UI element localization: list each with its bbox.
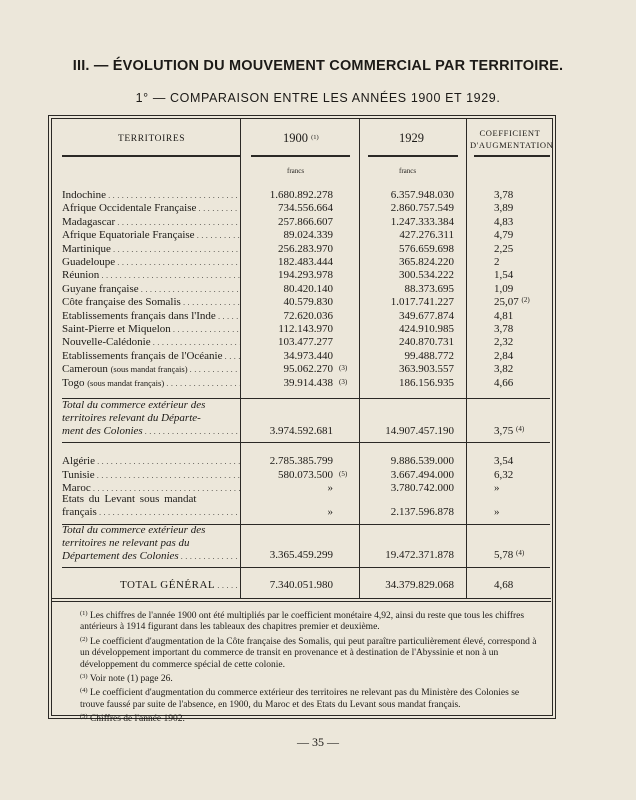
table-row: [62, 336, 550, 348]
header-1900-note: (1): [311, 134, 319, 141]
total-other-line: territoires ne relevant pas du: [62, 537, 190, 549]
territory-cell: [62, 363, 240, 375]
value-1929: 427.276.311: [399, 229, 454, 242]
coef-cell: [494, 323, 534, 335]
coefficient: 3,78: [494, 323, 514, 335]
total-other-coef: 5,78: [494, 549, 514, 561]
value-1900-cell: [253, 455, 333, 467]
coef-cell: [494, 350, 534, 362]
header-rule: [368, 155, 458, 157]
coefficient: 3,78: [494, 189, 514, 201]
levant-row: [62, 493, 550, 505]
value-1929: 240.870.731: [399, 336, 454, 349]
value-1900: 103.477.277: [278, 336, 333, 349]
territory-cell: [62, 202, 240, 214]
total-colonies-1929: 14.907.457.190: [385, 425, 454, 437]
territory-name: Cameroun: [62, 363, 108, 376]
value-1929: 9.886.539.000: [390, 455, 454, 467]
coef-cell: [494, 269, 534, 281]
territory-name: Côte française des Somalis: [62, 296, 181, 309]
territory-name: Etablissements français dans l'Inde: [62, 309, 216, 322]
header-rule: [62, 155, 240, 157]
value-1900: 72.620.036: [283, 309, 333, 322]
territory-cell: [62, 216, 240, 228]
total-colonies-line: ment des Colonies . . .: [62, 425, 240, 437]
territory-name: Madagascar: [62, 215, 116, 228]
territory-cell: [62, 229, 240, 241]
levant-label-line1: Etats du Levant sous mandat: [62, 493, 197, 505]
value-1900: 257.866.607: [278, 215, 333, 228]
value-1900-note: (3): [339, 364, 348, 373]
coef-cell: [494, 310, 534, 322]
value-1900-cell: [253, 323, 333, 335]
value-1929: 99.488.772: [404, 349, 454, 362]
value-1900-cell: [253, 189, 333, 201]
coefficient: 1,09: [494, 282, 514, 295]
value-1900: 34.973.440: [283, 349, 333, 362]
coefficient: 3,82: [494, 363, 514, 376]
territory-cell: [62, 350, 240, 362]
value-1929: 363.903.557: [399, 363, 454, 376]
footnote-5: [80, 711, 540, 725]
coef-cell: [494, 229, 534, 241]
unit-francs-1929: francs: [399, 167, 417, 175]
value-1929: 349.677.874: [399, 309, 454, 322]
footnote-mark: (2): [80, 635, 88, 643]
coef-cell: [494, 377, 534, 389]
value-1900-cell: [253, 269, 333, 281]
coefficient: 4,66: [494, 376, 514, 389]
value-1929: 300.534.222: [399, 269, 454, 282]
territory-cell: [62, 243, 240, 255]
territory-name: Nouvelle-Calédonie: [62, 336, 151, 349]
value-1929: 1.017.741.227: [390, 296, 454, 309]
coefficient: 3,54: [494, 455, 514, 467]
territory-name: Etablissements français de l'Océanie: [62, 349, 223, 362]
territory-cell: [62, 256, 240, 268]
footnote-text: Chiffres de l'année 1902.: [89, 714, 185, 725]
unit-francs-1900: francs: [287, 167, 305, 175]
value-1929: 3.667.494.000: [390, 468, 454, 481]
value-1900: 734.556.664: [278, 202, 333, 215]
value-1929: 365.824.220: [399, 256, 454, 268]
value-1900-cell: [253, 296, 333, 308]
total-colonies-coef-cell: [494, 425, 534, 438]
territory-name-suffix: (sous mandat français): [87, 377, 165, 388]
table-row: [62, 216, 550, 228]
table-row: [62, 323, 550, 335]
value-1900: 80.420.140: [283, 282, 333, 295]
footnote-mark: (3): [80, 673, 88, 681]
value-1900: 95.062.270: [283, 363, 333, 376]
table-row: [62, 310, 550, 322]
footnote-text: Les chiffres de l'année 1900 ont été multipliés par le coefficient monétaire 4,92, ainsi du reste que tous les chiffres antérieurs à 1914 figurant dans les tableaux des chapitres premier et deuxième.: [80, 611, 525, 633]
table-row: [62, 256, 550, 268]
value-1900-cell: [253, 350, 333, 362]
value-1900-cell: [253, 216, 333, 228]
levant-label-line2: français . . .: [62, 506, 240, 518]
value-1900-cell: [253, 468, 348, 481]
territory-name: Tunisie: [62, 468, 95, 481]
territory-cell: [62, 455, 240, 467]
value-1900-note: (5): [339, 469, 348, 478]
territory-name: Saint-Pierre et Miquelon: [62, 323, 171, 335]
territory-cell: [62, 283, 240, 295]
footnote-2: [80, 634, 540, 671]
levant-1929: 2.137.596.878: [390, 506, 454, 518]
territory-cell: [62, 269, 240, 281]
grand-total-coef: 4,68: [494, 579, 514, 591]
territory-cell: [62, 336, 240, 348]
coefficient-note: (2): [521, 296, 530, 305]
value-1929: 1.247.333.384: [390, 215, 454, 228]
table-bottom-rule: [51, 601, 551, 602]
value-1900: 1.680.892.278: [269, 189, 333, 201]
levant-row-values: [62, 506, 550, 518]
territory-name: Togo: [62, 376, 85, 389]
coef-cell: [494, 283, 534, 295]
coef-cell: [494, 243, 534, 255]
territory-cell: [62, 310, 240, 322]
header-1929: 1929: [399, 131, 424, 145]
coefficient: 6,32: [494, 468, 514, 481]
value-1900: 112.143.970: [278, 323, 333, 335]
coef-cell: [494, 363, 534, 375]
total-other-coef-cell: [494, 549, 534, 562]
coefficient: 4,79: [494, 229, 514, 242]
footnote-1: [80, 608, 540, 634]
grand-total-1900: 7.340.051.980: [269, 579, 333, 591]
value-1929: 2.860.757.549: [390, 202, 454, 215]
coefficient: 4,83: [494, 215, 514, 228]
value-1900-cell: [253, 256, 333, 268]
value-1929: 88.373.695: [404, 282, 454, 295]
coefficient: 2,84: [494, 349, 514, 362]
coefficient: »: [494, 482, 500, 494]
value-1900: 194.293.978: [278, 269, 333, 282]
territory-name: Afrique Equatoriale Française: [62, 229, 195, 242]
table-row: [62, 269, 550, 281]
coefficient: 4,81: [494, 309, 514, 322]
footnote-3: [80, 671, 540, 685]
coef-cell: [494, 216, 534, 228]
territory-cell: [62, 189, 240, 201]
coef-cell: [494, 189, 534, 201]
coefficient: 3,89: [494, 202, 514, 215]
value-1900-cell: [253, 202, 333, 214]
table-row: [62, 229, 550, 241]
value-1929: 186.156.935: [399, 376, 454, 389]
table-row: [62, 243, 550, 255]
levant-coef: »: [494, 506, 500, 518]
total-colonies-line: territoires relevant du Départe-: [62, 412, 201, 424]
value-1900: 89.024.339: [283, 229, 333, 242]
total-colonies-line: Total du commerce extérieur des: [62, 399, 206, 411]
coefficient: 1,54: [494, 269, 514, 282]
coef-cell: [494, 336, 534, 348]
value-1900: »: [327, 482, 333, 494]
territory-cell: [62, 323, 240, 335]
footnote-mark: (5): [80, 713, 88, 721]
header-coef-line2: D'AUGMENTATION: [470, 140, 554, 150]
total-other-1929: 19.472.371.878: [385, 549, 454, 561]
value-1929: 424.910.985: [399, 323, 454, 335]
total-rule: [62, 567, 550, 568]
header-coef-line1: COEFFICIENT: [479, 128, 541, 138]
value-1929: 6.357.948.030: [390, 189, 454, 201]
table-row: [62, 455, 550, 467]
territory-cell: [62, 296, 240, 308]
territory-name: Réunion: [62, 269, 100, 282]
value-1900-cell: [253, 363, 348, 376]
footnote-text: Voir note (1) page 26.: [89, 674, 173, 685]
header-territoires: TERRITOIRES: [118, 134, 186, 144]
territory-cell: [62, 377, 240, 389]
total-rule: [62, 442, 550, 443]
value-1900: 580.073.500: [278, 468, 333, 481]
footnote-text: Le coefficient d'augmentation du commerce extérieur des territoires ne relevant pas du Ministère des Colonies se trouve faussé par suite de l'absence, en 1900, du Maroc et des Etats du Levant sous mandat français.: [80, 688, 520, 710]
territory-name: Maroc: [62, 482, 91, 494]
value-1900-note: (3): [339, 377, 348, 386]
page-subtitle: 1° — COMPARAISON ENTRE LES ANNÉES 1900 ET 1929.: [135, 91, 501, 105]
header-rule: [251, 155, 350, 157]
page-number: — 35 —: [297, 735, 339, 749]
table-row: [62, 350, 550, 362]
territory-name: Martinique: [62, 242, 111, 255]
table-row: [62, 469, 550, 481]
value-1900-cell: [253, 243, 333, 255]
value-1900-cell: [253, 336, 333, 348]
total-other-row: [62, 549, 550, 561]
total-colonies-note: (4): [516, 425, 525, 433]
coefficient: 2,25: [494, 242, 514, 255]
territory-name-suffix: (sous mandat français): [110, 364, 188, 375]
total-colonies-coef: 3,75: [494, 425, 514, 437]
value-1900: 40.579.830: [283, 296, 333, 309]
coefficient: 2,32: [494, 336, 514, 349]
footnote-mark: (4): [80, 687, 88, 695]
footnotes: [80, 608, 540, 726]
coef-cell: [494, 202, 534, 214]
coefficient: 2: [494, 256, 500, 268]
coefficient: 25,07: [494, 296, 519, 309]
total-other-line: Total du commerce extérieur des: [62, 524, 206, 536]
table-bottom-rule: [51, 598, 551, 599]
table-row: [62, 189, 550, 201]
table-row: [62, 283, 550, 295]
table-row: [62, 296, 550, 308]
total-other-1900: 3.365.459.299: [269, 549, 333, 561]
coef-cell: [494, 296, 534, 309]
territory-name: Guyane française: [62, 282, 139, 295]
header-coefficient: [470, 127, 554, 151]
value-1900-cell: [253, 229, 333, 241]
value-1900-cell: [253, 283, 333, 295]
header-rule: [474, 155, 550, 157]
page-title: III. — ÉVOLUTION DU MOUVEMENT COMMERCIAL PAR TERRITOIRE.: [72, 58, 564, 74]
value-1900: 182.483.444: [278, 256, 333, 268]
value-1900: 2.785.385.799: [269, 455, 333, 467]
value-1929: 576.659.698: [399, 242, 454, 255]
total-colonies-row: [62, 425, 550, 437]
table-row: [62, 202, 550, 214]
grand-total-row: [62, 579, 550, 591]
value-1900-cell: [253, 310, 333, 322]
table-row: [62, 363, 550, 375]
territory-name: Guadeloupe: [62, 256, 116, 268]
footnote-text: Le coefficient d'augmentation de la Côte française des Somalis, qui peut paraître particulièrement élevé, correspond à un développement important du commerce de transit en provenance et à destination de l'Abyssinie et non à un développement du commerce spécial de cette colonie.: [80, 636, 537, 670]
territory-name: Afrique Occidentale Française: [62, 202, 197, 215]
total-colonies-1900: 3.974.592.681: [269, 425, 333, 437]
total-other-note: (4): [516, 549, 525, 557]
coef-cell: [494, 256, 534, 268]
total-other-line: Département des Colonies . . .: [62, 550, 240, 562]
value-1900: 39.914.438: [283, 376, 333, 389]
value-1929: 3.780.742.000: [390, 482, 454, 494]
grand-total-label: TOTAL GÉNÉRAL . . .: [62, 579, 240, 591]
value-1900-cell: [253, 376, 348, 389]
territory-name: Indochine: [62, 189, 106, 201]
grand-total-1929: 34.379.829.068: [385, 579, 454, 591]
territory-cell: [62, 469, 240, 481]
value-1900: 256.283.970: [278, 242, 333, 255]
coef-cell: [494, 455, 534, 467]
footnote-4: [80, 685, 540, 711]
coef-cell: [494, 469, 534, 481]
header-1900-label: 1900: [283, 131, 308, 145]
footnote-mark: (1): [80, 610, 88, 617]
levant-1900: »: [327, 506, 333, 518]
territory-name: Algérie: [62, 455, 95, 467]
table-row: [62, 377, 550, 389]
header-1900: [283, 131, 319, 146]
